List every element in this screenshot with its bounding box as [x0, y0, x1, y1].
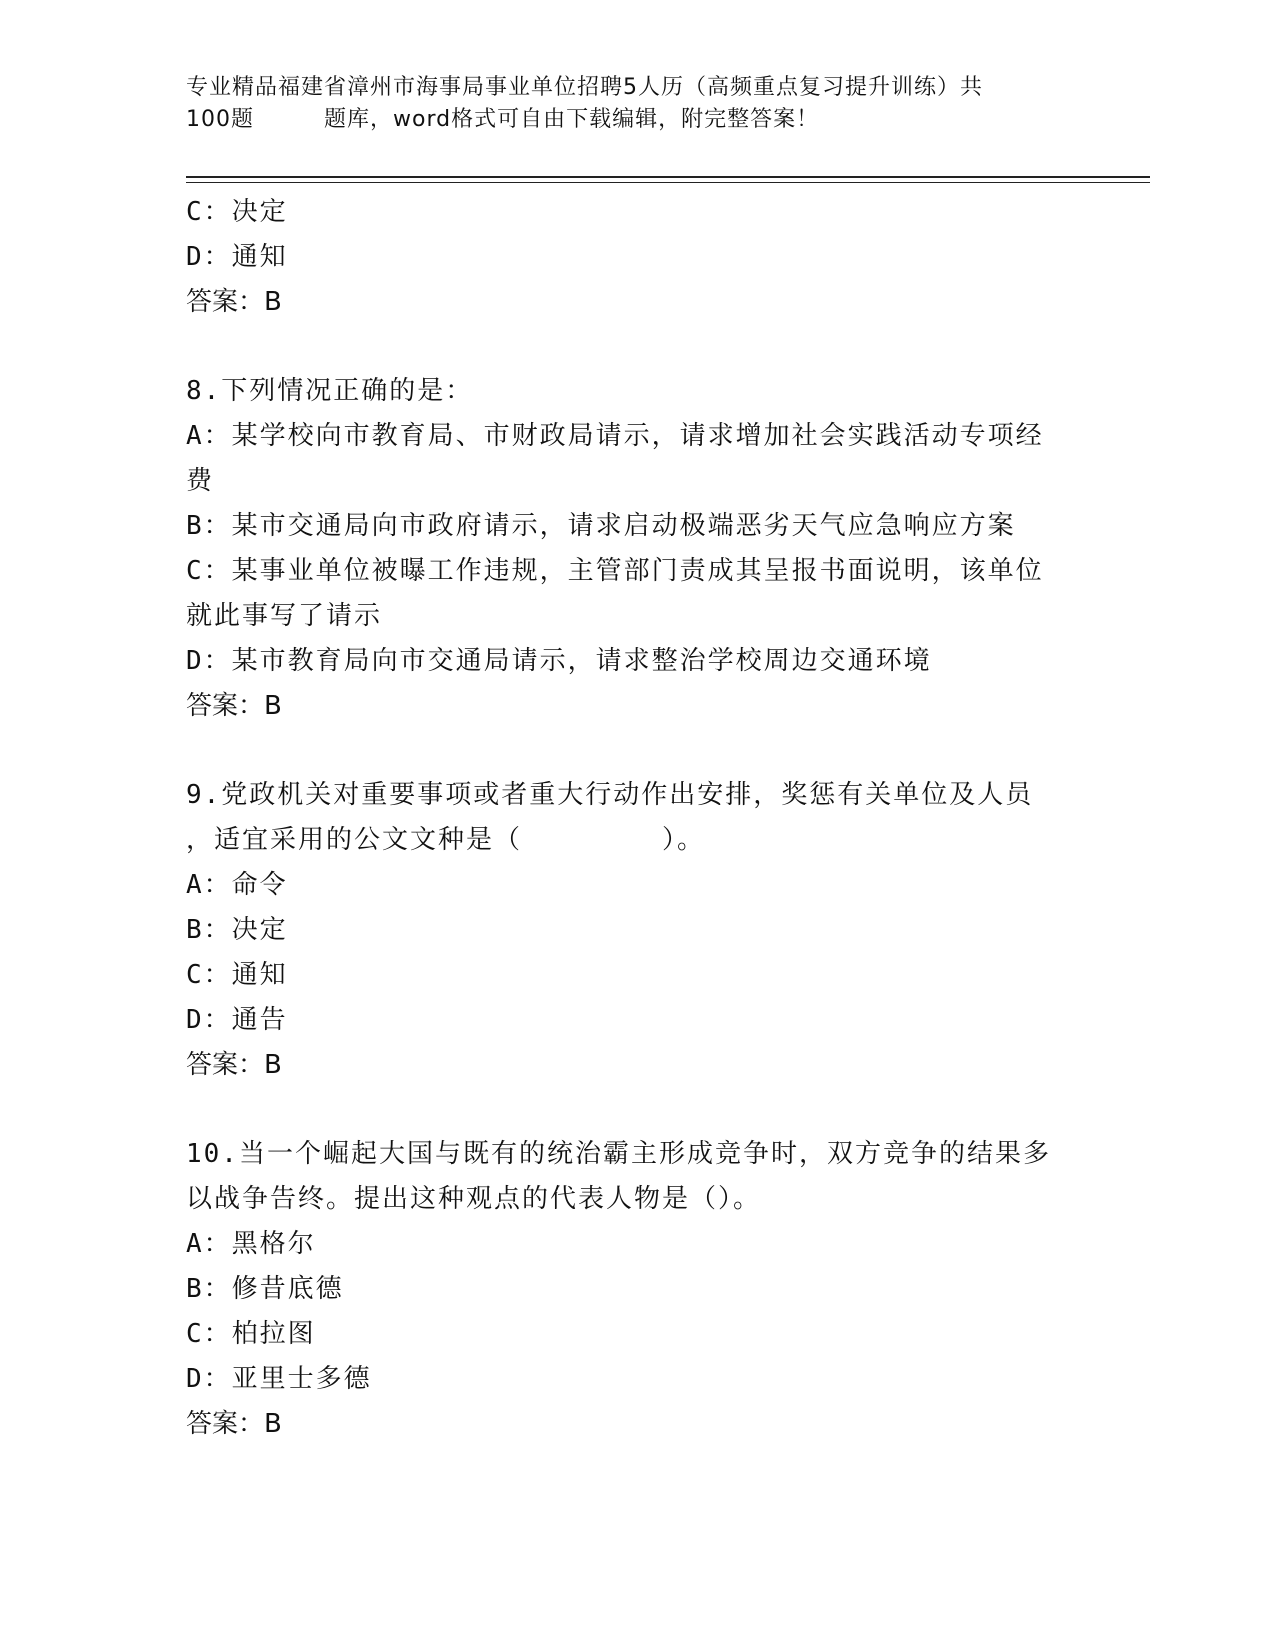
option-d: D：亚里士多德 [186, 1364, 372, 1394]
question-stem: 10.当一个崛起大国与既有的统治霸主形成竞争时，双方竞争的结果多 [186, 1139, 1051, 1169]
question-stem: 9.党政机关对重要事项或者重大行动作出安排，奖惩有关单位及人员 [186, 780, 1034, 810]
header-rule-thin [186, 182, 1150, 183]
option-a: A：黑格尔 [186, 1229, 316, 1259]
answer: 答案：B [186, 1050, 282, 1080]
option-c: C：通知 [186, 960, 288, 990]
question-10 [186, 1132, 1086, 1447]
question-stem: 8.下列情况正确的是： [186, 376, 474, 406]
header-count: 100题 [186, 107, 254, 132]
option-d: D：通告 [186, 1005, 288, 1035]
option-c: C：柏拉图 [186, 1319, 316, 1349]
question-stem-cont: 以战争告终。提出这种观点的代表人物是（）。 [186, 1184, 762, 1214]
option-c: C：决定 [186, 197, 288, 227]
option-b: B：修昔底德 [186, 1274, 344, 1304]
header-line-2 [186, 104, 1086, 136]
option-a: A：某学校向市教育局、市财政局请示，请求增加社会实践活动专项经 [186, 421, 1044, 451]
option-b: B：决定 [186, 915, 288, 945]
page-header [186, 72, 1086, 136]
answer: 答案：B [186, 1409, 282, 1439]
answer: 答案：B [186, 287, 282, 317]
question-stem-cont: ，适宜采用的公文文种是（ ）。 [186, 825, 706, 855]
header-line-1: 专业精品福建省漳州市海事局事业单位招聘5人历（高频重点复习提升训练）共 [186, 75, 983, 100]
option-a: A：命令 [186, 870, 288, 900]
option-a-cont: 费 [186, 466, 215, 496]
option-b: B：某市交通局向市政府请示，请求启动极端恶劣天气应急响应方案 [186, 511, 1016, 541]
question-9 [186, 773, 1086, 1088]
document-content [186, 190, 1086, 1447]
option-d: D：通知 [186, 242, 288, 272]
option-c-cont: 就此事写了请示 [186, 601, 383, 631]
header-rule-thick [186, 176, 1150, 178]
previous-question-tail [186, 190, 1086, 325]
answer: 答案：B [186, 691, 282, 721]
option-d: D：某市教育局向市交通局请示，请求整治学校周边交通环境 [186, 646, 932, 676]
option-c: C：某事业单位被曝工作违规，主管部门责成其呈报书面说明，该单位 [186, 556, 1044, 586]
header-description: 题库，word格式可自由下载编辑，附完整答案！ [324, 107, 820, 132]
question-8 [186, 369, 1086, 729]
